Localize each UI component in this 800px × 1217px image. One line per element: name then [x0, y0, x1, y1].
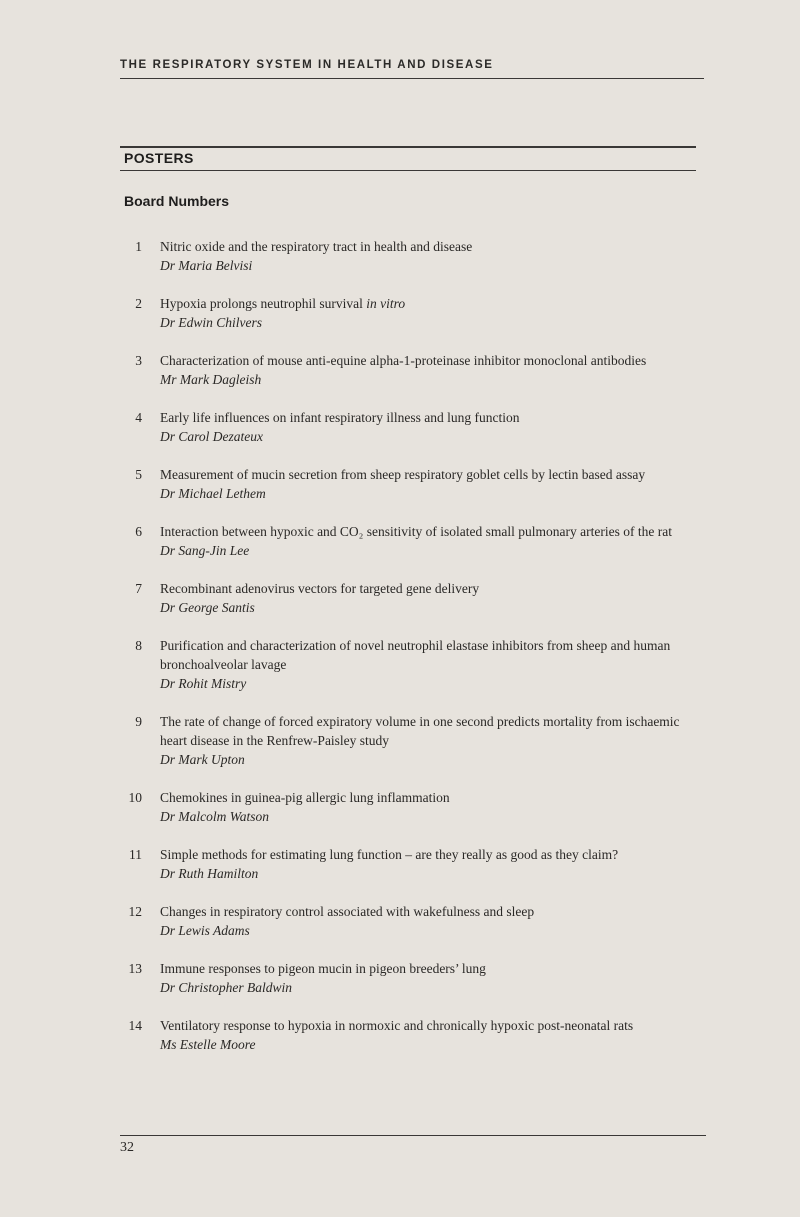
poster-author: Dr Lewis Adams — [160, 923, 250, 938]
poster-author: Dr Rohit Mistry — [160, 676, 247, 691]
board-number: 13 — [128, 961, 142, 976]
poster-title-italic: in vitro — [366, 296, 406, 311]
poster-entry — [120, 636, 680, 693]
poster-entry — [120, 465, 680, 503]
board-numbers-heading: Board Numbers — [124, 193, 230, 209]
section-rule-top — [120, 146, 696, 148]
board-number: 1 — [135, 239, 142, 254]
board-number: 12 — [128, 904, 142, 919]
poster-author: Dr Maria Belvisi — [160, 258, 253, 273]
poster-title — [160, 294, 680, 313]
poster-author: Dr Mark Upton — [160, 752, 245, 767]
board-number: 11 — [129, 847, 142, 862]
board-number: 10 — [128, 790, 142, 805]
poster-entry — [120, 522, 680, 560]
page-number: 32 — [120, 1140, 134, 1155]
board-number: 9 — [135, 714, 142, 729]
poster-author: Dr Michael Lethem — [160, 486, 266, 501]
poster-title: The rate of change of forced expiratory volume in one second predicts mortality from ischaemic heart disease in the Renfrew-Paisley study — [160, 714, 680, 748]
poster-entry — [120, 845, 680, 883]
poster-entry — [120, 351, 680, 389]
board-number: 5 — [135, 467, 142, 482]
poster-title: Interaction between hypoxic and CO₂ sensitivity of isolated small pulmonary arteries of the rat — [160, 524, 672, 539]
poster-title: Changes in respiratory control associated with wakefulness and sleep — [160, 904, 535, 919]
board-number: 4 — [135, 410, 142, 425]
board-number: 2 — [135, 296, 142, 311]
poster-entry — [120, 902, 680, 940]
poster-title-text: Hypoxia prolongs neutrophil survival — [160, 296, 367, 311]
poster-entry — [120, 408, 680, 446]
board-number: 3 — [135, 353, 142, 368]
poster-author: Ms Estelle Moore — [160, 1037, 256, 1052]
poster-title: Nitric oxide and the respiratory tract in health and disease — [160, 239, 473, 254]
footer-rule — [120, 1135, 706, 1136]
poster-entry — [120, 712, 680, 769]
poster-title: Purification and characterization of novel neutrophil elastase inhibitors from sheep and human bronchoalveolar lavage — [160, 638, 671, 672]
poster-entry — [120, 579, 680, 617]
board-number: 7 — [135, 581, 142, 596]
section-title: POSTERS — [124, 150, 194, 166]
poster-title: Chemokines in guinea-pig allergic lung inflammation — [160, 790, 450, 805]
board-number: 8 — [135, 638, 142, 653]
section-rule-bottom — [120, 170, 696, 171]
poster-author: Dr Ruth Hamilton — [160, 866, 259, 881]
board-number: 14 — [128, 1018, 142, 1033]
poster-title: Early life influences on infant respiratory illness and lung function — [160, 410, 520, 425]
poster-author: Dr Sang-Jin Lee — [160, 543, 250, 558]
poster-author: Dr George Santis — [160, 600, 255, 615]
board-number: 6 — [135, 524, 142, 539]
poster-entry — [120, 1016, 680, 1054]
poster-author: Dr Malcolm Watson — [160, 809, 270, 824]
poster-list — [120, 237, 680, 1073]
poster-title: Immune responses to pigeon mucin in pigeon breeders’ lung — [160, 961, 486, 976]
poster-author: Dr Edwin Chilvers — [160, 315, 263, 330]
poster-author: Mr Mark Dagleish — [160, 372, 262, 387]
poster-title: Recombinant adenovirus vectors for targeted gene delivery — [160, 581, 480, 596]
poster-title: Simple methods for estimating lung function – are they really as good as they claim? — [160, 847, 619, 862]
poster-title: Measurement of mucin secretion from sheep respiratory goblet cells by lectin based assay — [160, 467, 646, 482]
header-rule — [120, 78, 704, 79]
poster-title: Ventilatory response to hypoxia in normoxic and chronically hypoxic post-neonatal rats — [160, 1018, 634, 1033]
poster-author: Dr Christopher Baldwin — [160, 980, 293, 995]
poster-entry — [120, 788, 680, 826]
poster-entry — [120, 294, 680, 332]
poster-entry — [120, 237, 680, 275]
poster-title: Characterization of mouse anti-equine alpha-1-proteinase inhibitor monoclonal antibodies — [160, 353, 647, 368]
poster-author: Dr Carol Dezateux — [160, 429, 263, 444]
running-head: THE RESPIRATORY SYSTEM IN HEALTH AND DISEASE — [120, 59, 494, 71]
poster-entry — [120, 959, 680, 997]
